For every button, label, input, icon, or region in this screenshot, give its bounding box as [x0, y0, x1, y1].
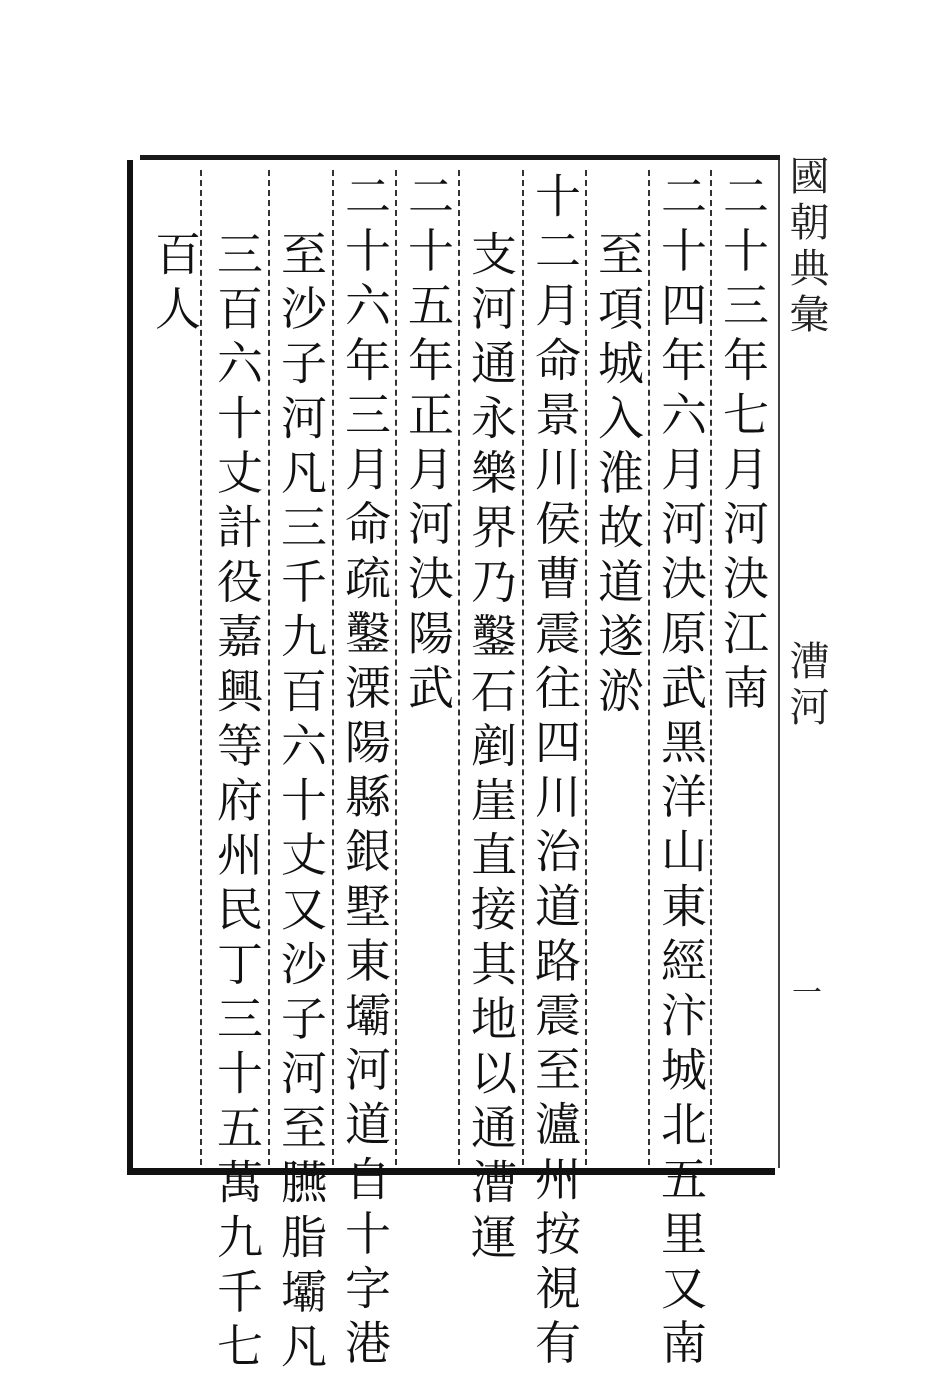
- frame-right-border: [778, 160, 780, 1168]
- text-column-8: 至沙子河凡三千九百六十丈又沙子河至臙脂壩凡: [274, 230, 328, 1377]
- column-rule: [522, 170, 524, 1165]
- text-column-6: 二十五年正月河決陽武: [401, 172, 455, 718]
- text-column-5: 支河通永樂界乃鑿石剷崖直接其地以通漕運: [464, 230, 518, 1268]
- margin-section-title: 漕河: [783, 640, 829, 732]
- text-column-4: 十二月命景川侯曹震往四川治道路震至瀘州按視有: [528, 172, 582, 1374]
- margin-header-title: 國朝典彙: [783, 155, 829, 339]
- column-rule: [395, 170, 397, 1165]
- page-number: 一: [792, 976, 822, 1011]
- column-rule: [332, 170, 334, 1165]
- text-column-7: 二十六年三月命疏鑿溧陽縣銀墅東壩河道自十字港: [338, 172, 392, 1374]
- text-column-9: 三百六十丈計役嘉興等府州民丁三十五萬九千七: [210, 230, 264, 1377]
- text-column-10: 百人: [148, 230, 202, 340]
- text-column-3: 至項城入淮故道遂淤: [591, 230, 645, 722]
- column-rule: [648, 170, 650, 1165]
- frame-left-border: [127, 160, 133, 1175]
- text-column-2: 二十四年六月河決原武黑洋山東經汴城北五里又南: [654, 172, 708, 1374]
- text-column-1: 二十三年七月河決江南: [716, 172, 770, 718]
- column-rule: [585, 170, 587, 1165]
- column-rule: [458, 170, 460, 1165]
- column-rule: [268, 170, 270, 1165]
- frame-top-border: [140, 155, 780, 160]
- column-rule: [710, 170, 712, 1165]
